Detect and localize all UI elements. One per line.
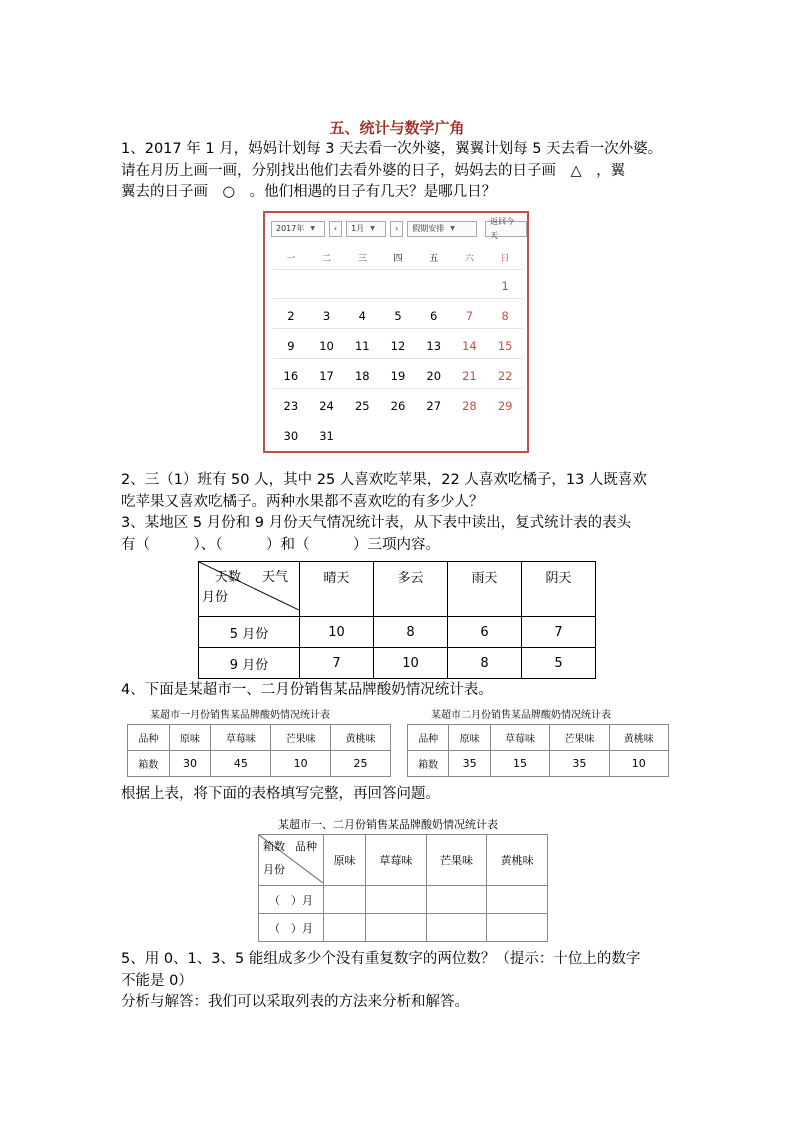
calendar-day[interactable]: 23 (283, 399, 299, 413)
column-header: 芒果味 (550, 725, 609, 751)
calendar-day[interactable]: 21 (462, 369, 477, 383)
table-cell: 8 (374, 617, 448, 648)
calendar-empty-cell (452, 271, 488, 301)
calendar-day[interactable]: 3 (322, 309, 331, 323)
next-month-button[interactable] (390, 221, 403, 237)
header-label: 月份 (202, 590, 229, 605)
calendar-day[interactable]: 2 (287, 309, 295, 323)
calendar-day[interactable]: 10 (319, 339, 334, 353)
blank-cell[interactable] (487, 886, 548, 914)
calendar-day[interactable]: 12 (390, 339, 406, 353)
chevron-down-icon: ▼ (370, 225, 375, 232)
calendar-day[interactable]: 16 (283, 369, 299, 383)
column-header: 原味 (449, 725, 490, 751)
weekday-label: 六 (464, 254, 474, 264)
prev-icon: ‹ (333, 224, 338, 233)
table-cell: 10 (609, 751, 668, 777)
diagonal-header-cell (259, 835, 324, 886)
calendar-day[interactable]: 17 (319, 369, 334, 383)
table-cell: 5 (522, 648, 596, 679)
calendar-day[interactable]: 26 (390, 399, 406, 413)
january-yogurt-table (127, 724, 391, 777)
next-icon: › (395, 224, 399, 233)
column-header: 芒果味 (426, 835, 487, 886)
calendar-day[interactable]: 18 (354, 369, 370, 383)
row-label: 箱数 (128, 751, 170, 777)
column-header: 阴天 (522, 562, 596, 617)
year-select[interactable] (271, 221, 325, 237)
column-header: 黄桃味 (609, 725, 668, 751)
weekday-label: 日 (500, 254, 510, 264)
table-row (199, 617, 596, 648)
calendar-day[interactable]: 9 (287, 339, 295, 353)
column-header: 黄桃味 (487, 835, 548, 886)
calendar-empty-cell (416, 271, 452, 301)
weekday-label: 三 (357, 254, 367, 264)
table-cell: 8 (448, 648, 522, 679)
table-row (259, 886, 548, 914)
row-label: 9 月份 (199, 648, 300, 679)
blank-cell[interactable] (487, 914, 548, 942)
prev-month-button[interactable] (329, 221, 342, 237)
q3-line: 有（ ）、（ ）和（ ）三项内容。 (121, 536, 440, 553)
chevron-down-icon: ▼ (310, 225, 315, 232)
column-header: 原味 (169, 725, 211, 751)
calendar-day[interactable]: 13 (426, 339, 442, 353)
row-label: 箱数 (408, 751, 449, 777)
today-button[interactable] (485, 217, 527, 240)
calendar-day[interactable]: 8 (501, 309, 509, 323)
column-header: 草莓味 (366, 835, 427, 886)
question-1-text (121, 139, 677, 204)
calendar-day[interactable]: 15 (497, 339, 513, 353)
calendar-day[interactable]: 19 (390, 369, 406, 383)
table-cell: 15 (490, 751, 549, 777)
calendar-day[interactable]: 11 (354, 339, 370, 353)
calendar-day[interactable]: 24 (319, 399, 334, 413)
header-label: 品种 (295, 840, 317, 853)
table-cell: 10 (271, 751, 331, 777)
calendar-toolbar (271, 217, 527, 240)
february-yogurt-table (407, 724, 669, 777)
table-cell: 25 (331, 751, 391, 777)
instruction-text: 根据上表，将下面的表格填写完整，再回答问题。 (121, 786, 440, 802)
blank-cell[interactable] (366, 914, 427, 942)
header-label: 箱数 (263, 840, 285, 853)
question-5-text (121, 949, 677, 1014)
january-table-caption: 某超市一月份销售某品牌酸奶情况统计表 (150, 710, 330, 721)
row-label: （ ）月 (259, 914, 324, 942)
q2-line: 吃苹果又喜欢吃橘子。两种水果都不喜欢吃的有多少人？ (121, 493, 484, 510)
calendar-empty-cell (380, 271, 416, 301)
weekday-header (273, 251, 523, 267)
question-4-text: 4、下面是某超市一、二月份销售某品牌酸奶情况统计表。 (121, 682, 493, 698)
calendar-day[interactable]: 5 (394, 309, 402, 323)
q3-line: 3、某地区 5 月份和 9 月份天气情况统计表，从下表中读出，复式统计表的表头 (121, 515, 632, 531)
calendar-day[interactable]: 4 (358, 309, 366, 323)
divider (273, 269, 523, 270)
row-label: 5 月份 (199, 617, 300, 648)
calendar-day[interactable]: 1 (501, 279, 509, 293)
column-header: 芒果味 (271, 725, 331, 751)
question-3-text (121, 513, 677, 556)
combined-blank-table (258, 834, 548, 942)
table-row (199, 648, 596, 679)
column-header: 多云 (374, 562, 448, 617)
question-2-text (121, 470, 677, 513)
february-table-caption: 某超市二月份销售某品牌酸奶情况统计表 (431, 710, 611, 721)
blank-cell[interactable] (366, 886, 427, 914)
calendar-empty-cell (309, 271, 345, 301)
column-header: 原味 (324, 835, 366, 886)
table-row (128, 751, 391, 777)
chevron-down-icon: ▼ (450, 225, 455, 232)
column-header: 品种 (408, 725, 449, 751)
combined-table-caption: 某超市一、二月份销售某品牌酸奶情况统计表 (278, 818, 498, 831)
holiday-value: 假期安排 (412, 224, 445, 233)
table-row (259, 914, 548, 942)
diagonal-header-cell (199, 562, 300, 617)
calendar-widget (263, 211, 529, 453)
table-cell: 45 (211, 751, 271, 777)
column-header: 品种 (128, 725, 170, 751)
weekday-label: 一 (286, 254, 296, 264)
q1-line: 翼去的日子画 ○ 。他们相遇的日子有几天？是哪几日？ (121, 184, 497, 200)
table-cell: 6 (448, 617, 522, 648)
calendar-empty-cell (273, 271, 309, 301)
blank-cell[interactable] (324, 914, 366, 942)
header-label: 天数 (215, 570, 242, 585)
page-title: 五、统计与数学广角 (329, 119, 465, 137)
header-label: 月份 (263, 863, 285, 876)
calendar-empty-cell (344, 271, 380, 301)
blank-cell[interactable] (426, 914, 487, 942)
header-label: 天气 (262, 570, 289, 585)
column-header: 草莓味 (211, 725, 271, 751)
weekday-label: 四 (393, 254, 403, 264)
calendar-day[interactable]: 29 (497, 399, 513, 413)
q1-line: 1、2017 年 1 月，妈妈计划每 3 天去看一次外婆，翼翼计划每 5 天去看一次外婆。 (121, 141, 663, 157)
calendar-day-grid (273, 271, 523, 451)
table-cell: 10 (374, 648, 448, 679)
calendar-day[interactable]: 7 (465, 309, 474, 323)
today-label: 返回今天 (490, 217, 515, 240)
calendar-day[interactable]: 28 (462, 399, 477, 413)
calendar-day[interactable]: 30 (283, 429, 299, 443)
q2-line: 2、三（1）班有 50 人，其中 25 人喜欢吃苹果，22 人喜欢吃橘子，13 人既喜欢 (121, 472, 647, 488)
holiday-select[interactable] (407, 221, 477, 237)
column-header: 草莓味 (490, 725, 549, 751)
month-value: 1月 (351, 224, 365, 233)
calendar-day[interactable]: 22 (497, 369, 513, 383)
column-header: 晴天 (300, 562, 374, 617)
q5-line: 不能是 0） (121, 972, 193, 989)
table-cell: 35 (449, 751, 490, 777)
blank-cell[interactable] (324, 886, 366, 914)
q5-line: 5、用 0、1、3、5 能组成多少个没有重复数字的两位数？（提示：十位上的数字 (121, 951, 641, 967)
blank-cell[interactable] (426, 886, 487, 914)
row-label: （ ）月 (259, 886, 324, 914)
q1-line: 请在月历上画一画，分别找出他们去看外婆的日子，妈妈去的日子画 △ ，翼 (121, 162, 626, 179)
table-cell: 7 (522, 617, 596, 648)
weekday-label: 二 (322, 254, 332, 264)
table-cell: 7 (300, 648, 374, 679)
q5-line: 分析与解答：我们可以采取列表的方法来分析和解答。 (121, 994, 469, 1010)
calendar-day[interactable]: 25 (354, 399, 370, 413)
weekday-label: 五 (429, 254, 439, 264)
calendar-day[interactable]: 6 (430, 309, 438, 323)
column-header: 雨天 (448, 562, 522, 617)
column-header: 黄桃味 (331, 725, 391, 751)
calendar-day[interactable]: 27 (426, 399, 442, 413)
table-cell: 30 (169, 751, 211, 777)
weather-table (198, 561, 596, 679)
table-row (408, 751, 669, 777)
year-value: 2017年 (276, 224, 305, 233)
calendar-day[interactable]: 14 (462, 339, 477, 353)
table-cell: 10 (300, 617, 374, 648)
month-select[interactable] (346, 221, 386, 237)
calendar-day[interactable]: 31 (319, 429, 334, 443)
table-cell: 35 (550, 751, 609, 777)
calendar-day[interactable]: 20 (426, 369, 442, 383)
